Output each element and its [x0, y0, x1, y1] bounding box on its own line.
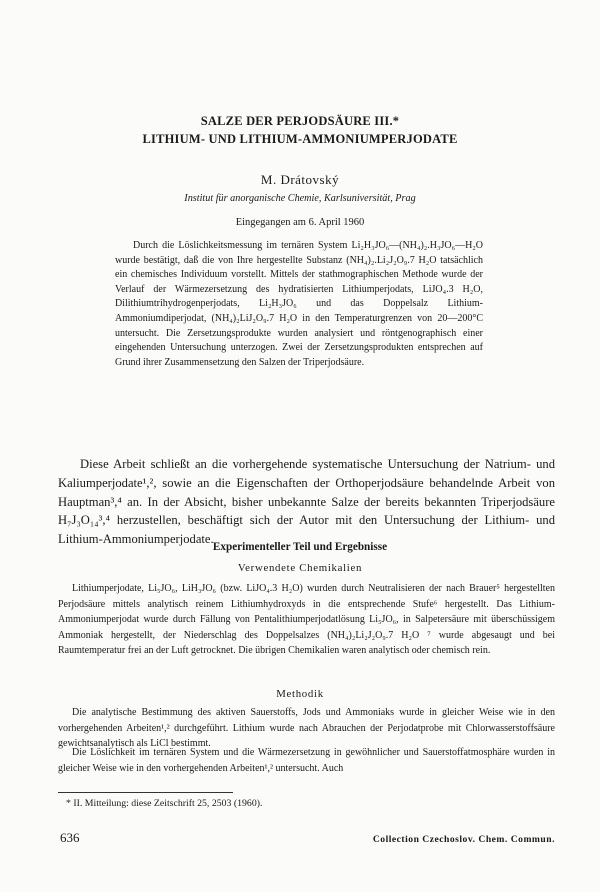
footnote-rule: [58, 792, 233, 793]
method-paragraph-1: Die analytische Bestimmung des aktiven Sauerstoffs, Jods und Ammoniaks wurde in gleicher Weise wie in den vorhergehenden Arbeiten¹,² durchgeführt. Lithium wurde nach Abrauchen der Perjodatprobe mit Chlorwasserstoffsäure gewichtsanalytisch als LiCl bestimmt.: [58, 707, 555, 750]
intro-paragraph: Diese Arbeit schließt an die vorhergehende systematische Untersuchung der Natrium- und Kaliumperjodate¹,², sowie an die Eigenschaften der Orthoperjodsäure behandelnde Arbeit von Hauptman³,⁴ an. In der Absicht, bisher unbekannte Salze der bereits bekannten Triperjodsäure H₇J₃O₁₄³,⁴ herzustellen, beschäftigt sich der Autor mit den Untersuchung der Lithium- und Lithium-Ammoniumperjodate.: [58, 457, 555, 547]
received-date: Eingegangen am 6. April 1960: [235, 217, 365, 228]
subsection-heading-method: Methodik: [276, 688, 324, 700]
author: M. Drátovský: [260, 172, 340, 187]
section-heading: Experimenteller Teil und Ergebnisse: [212, 541, 388, 553]
article-title-line2: LITHIUM- UND LITHIUM-AMMONIUMPERJODATE: [142, 132, 458, 146]
journal-name: Collection Czechoslov. Chem. Commun.: [372, 834, 555, 845]
footnote: * II. Mitteilung: diese Zeitschrift 25, 2503 (1960).: [66, 798, 263, 809]
abstract: Durch die Löslichkeitsmessung im ternären System Li₂H₃JO₆—(NH₄)₂.H₃JO₆—H₂O wurde bestätigt, daß die von Ihre hergestellte Substanz (NH₄)₂.Li₂J₂O₉.7 H₂O tatsächlich ein chemisches Individuum vorstellt. Mittels der stathmographischen Methode wurde der Verlauf der Wärmezersetzung des hydratisierten Lithiumperjodats, LiJO₄.3 H₂O, Dilithiumtrihydrogenperjodats, Li₂H₃JO₆ und das Doppelsalz Lithium-Ammoniumdiperjodat, (NH₄)₂LiJ₂O₉.7 H₂O in den Temperaturgrenzen von 20—200°C untersucht. Die Zersetzungsprodukte wurden analysiert und röntgenographisch einer eingehenden Untersuchung unterzogen. Zwei der Zersetzungsprodukten entsprechen auf Grund ihrer Zusammensetzung den Salzen der Triperjodsäure.: [115, 240, 483, 368]
chemicals-paragraph: Lithiumperjodate, Li₅JO₆, LiH₃JO₆ (bzw. LiJO₄.3 H₂O) wurden durch Neutralisieren der nach Brauer⁵ hergestellten Perjodsäure mittels analytisch reinem Lithiumhydroxyds in die entsprechende Stufe⁶ hergestellt. Das Lithium-Ammoniumperjodat wurde durch Fällung von Pentalithiumperjodatlösung Li₅JO₆, in Salpetersäure mit überschüssigem Ammoniak hergestellt, der Niederschlag des Doppelsalzes (NH₄)₂Li₂J₂O₉.7 H₂O ⁷ wurde abgesaugt und bei Raumtemperatur frei an der Luft getrocknet. Die übrigen Chemikalien waren analytisch oder chemisch rein.: [58, 583, 555, 657]
page-number: 636: [60, 830, 80, 845]
affiliation: Institut für anorganische Chemie, Karlsuniversität, Prag: [184, 193, 416, 204]
subsection-heading-chemicals: Verwendete Chemikalien: [237, 562, 363, 574]
method-paragraph-2: Die Löslichkeit im ternären System und die Wärmezersetzung in gewöhnlicher und Sauerstoffatmosphäre wurden in gleicher Weise wie in den vorhergehenden Arbeiten¹,² untersucht. Auch: [58, 747, 555, 774]
article-title-line1: SALZE DER PERJODSÄURE III.*: [200, 114, 400, 128]
